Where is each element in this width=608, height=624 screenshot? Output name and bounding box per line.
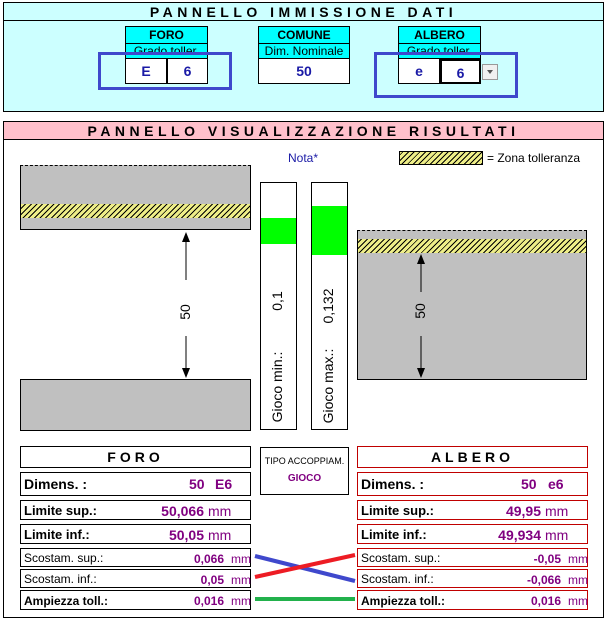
- albero-scost-inf-value: -0,066: [526, 573, 561, 587]
- gioco-min-value: 0,1: [269, 291, 285, 311]
- foro-lim-sup-value: 50,066: [161, 503, 204, 519]
- foro-scost-inf-value: 0,05: [200, 573, 224, 587]
- albero-lim-sup-label: Limite sup.:: [361, 503, 434, 518]
- tolerance-zone-legend: = Zona tolleranza: [487, 151, 581, 165]
- foro-scost-sup-unit: mm: [231, 552, 251, 566]
- foro-lim-inf-row: [20, 524, 251, 544]
- albero-table-title: ALBERO: [357, 446, 588, 468]
- foro-scost-inf-row: [20, 569, 251, 588]
- albero-grade-label: Grado toller.: [398, 44, 481, 59]
- nominal-dim-input[interactable]: 50: [258, 59, 350, 84]
- albero-scost-sup-label: Scostam. sup.:: [361, 551, 441, 565]
- foro-table-title: FORO: [20, 446, 251, 468]
- foro-lim-sup-row: [20, 500, 251, 520]
- foro-header: FORO: [125, 26, 208, 44]
- albero-scost-inf-unit: mm: [568, 573, 588, 587]
- foro-letter-cell[interactable]: E: [125, 59, 167, 84]
- foro-scost-sup-row: [20, 548, 251, 567]
- results-panel-title: PANNELLO VISUALIZZAZIONE RISULTATI: [3, 121, 604, 140]
- foro-dimens-label: Dimens. :: [24, 476, 88, 492]
- albero-dimension-label: 50: [412, 303, 428, 319]
- albero-lim-inf-unit: mm: [545, 527, 569, 543]
- albero-header: ALBERO: [398, 26, 481, 44]
- foro-ampiezza-row: [20, 590, 251, 610]
- tipo-accoppiamento-label: TIPO ACCOPPIAM.: [264, 456, 345, 466]
- albero-lim-inf-label: Limite inf.:: [361, 527, 427, 542]
- foro-dimension-label: 50: [177, 304, 193, 320]
- tolerance-zone-swatch: [399, 151, 483, 165]
- albero-dimens-code: e6: [548, 476, 564, 492]
- albero-grade-cell[interactable]: 6: [440, 59, 481, 84]
- albero-scost-sup-value: -0,05: [533, 552, 561, 566]
- albero-dimens-label: Dimens. :: [361, 476, 425, 492]
- foro-upper-body: [20, 165, 251, 230]
- albero-dimens-row: [357, 472, 588, 496]
- foro-lim-inf-value: 50,05: [168, 527, 204, 543]
- gioco-max-value: 0,132: [320, 288, 336, 324]
- comparison-lines: [251, 548, 357, 610]
- albero-ampiezza-unit: mm: [568, 594, 588, 608]
- foro-scost-sup-value: 0,066: [193, 552, 224, 566]
- albero-letter-cell[interactable]: e: [398, 59, 440, 84]
- albero-ampiezza-label: Ampiezza toll.:: [361, 594, 446, 608]
- albero-body: [357, 230, 587, 380]
- albero-scost-sup-unit: mm: [568, 552, 588, 566]
- foro-lower-body: [20, 379, 251, 431]
- foro-scost-inf-label: Scostam. inf.:: [24, 572, 97, 586]
- albero-tolerance-zone: [358, 239, 586, 253]
- gioco-min-label: Gioco min.:: [269, 351, 285, 423]
- input-panel-title: PANNELLO IMMISSIONE DATI: [3, 2, 604, 21]
- foro-tolerance-zone: [21, 204, 250, 218]
- tipo-accoppiamento-value: GIOCO: [287, 473, 322, 484]
- tipo-accoppiamento-box: [260, 447, 349, 495]
- foro-dimens-value: 50: [189, 476, 205, 492]
- albero-scost-sup-row: [357, 548, 588, 567]
- albero-dimens-value: 50: [521, 476, 537, 492]
- albero-scost-inf-row: [357, 569, 588, 588]
- comune-header: COMUNE: [258, 26, 350, 44]
- albero-ampiezza-value: 0,016: [530, 594, 561, 608]
- foro-dimens-code: E6: [215, 476, 233, 492]
- foro-lim-sup-label: Limite sup.:: [24, 503, 97, 518]
- foro-ampiezza-value: 0,016: [193, 594, 224, 608]
- foro-grade-cell[interactable]: 6: [167, 59, 208, 84]
- albero-ampiezza-row: [357, 590, 588, 610]
- foro-lim-inf-label: Limite inf.:: [24, 527, 90, 542]
- nota-label: Nota*: [288, 151, 319, 165]
- foro-scost-sup-label: Scostam. sup.:: [24, 551, 104, 565]
- gioco-max-label: Gioco max.:: [320, 348, 336, 424]
- foro-lim-sup-unit: mm: [208, 503, 232, 519]
- gioco-max-fill: [312, 206, 347, 255]
- albero-lim-inf-row: [357, 524, 588, 544]
- foro-dimens-row: [20, 472, 251, 496]
- albero-lim-inf-value: 49,934: [498, 527, 541, 543]
- foro-scost-inf-unit: mm: [231, 573, 251, 587]
- albero-lim-sup-unit: mm: [545, 503, 569, 519]
- foro-grade-label: Grado toller.: [125, 44, 208, 59]
- foro-lim-inf-unit: mm: [208, 527, 232, 543]
- albero-scost-inf-label: Scostam. inf.:: [361, 572, 434, 586]
- foro-ampiezza-label: Ampiezza toll.:: [24, 594, 109, 608]
- albero-lim-sup-row: [357, 500, 588, 520]
- nominal-dim-label: Dim. Nominale: [258, 44, 350, 59]
- foro-ampiezza-unit: mm: [231, 594, 251, 608]
- albero-selection-box: [374, 52, 518, 98]
- foro-selection-box: [98, 52, 232, 90]
- gioco-min-fill: [261, 218, 296, 244]
- albero-lim-sup-value: 49,95: [505, 503, 541, 519]
